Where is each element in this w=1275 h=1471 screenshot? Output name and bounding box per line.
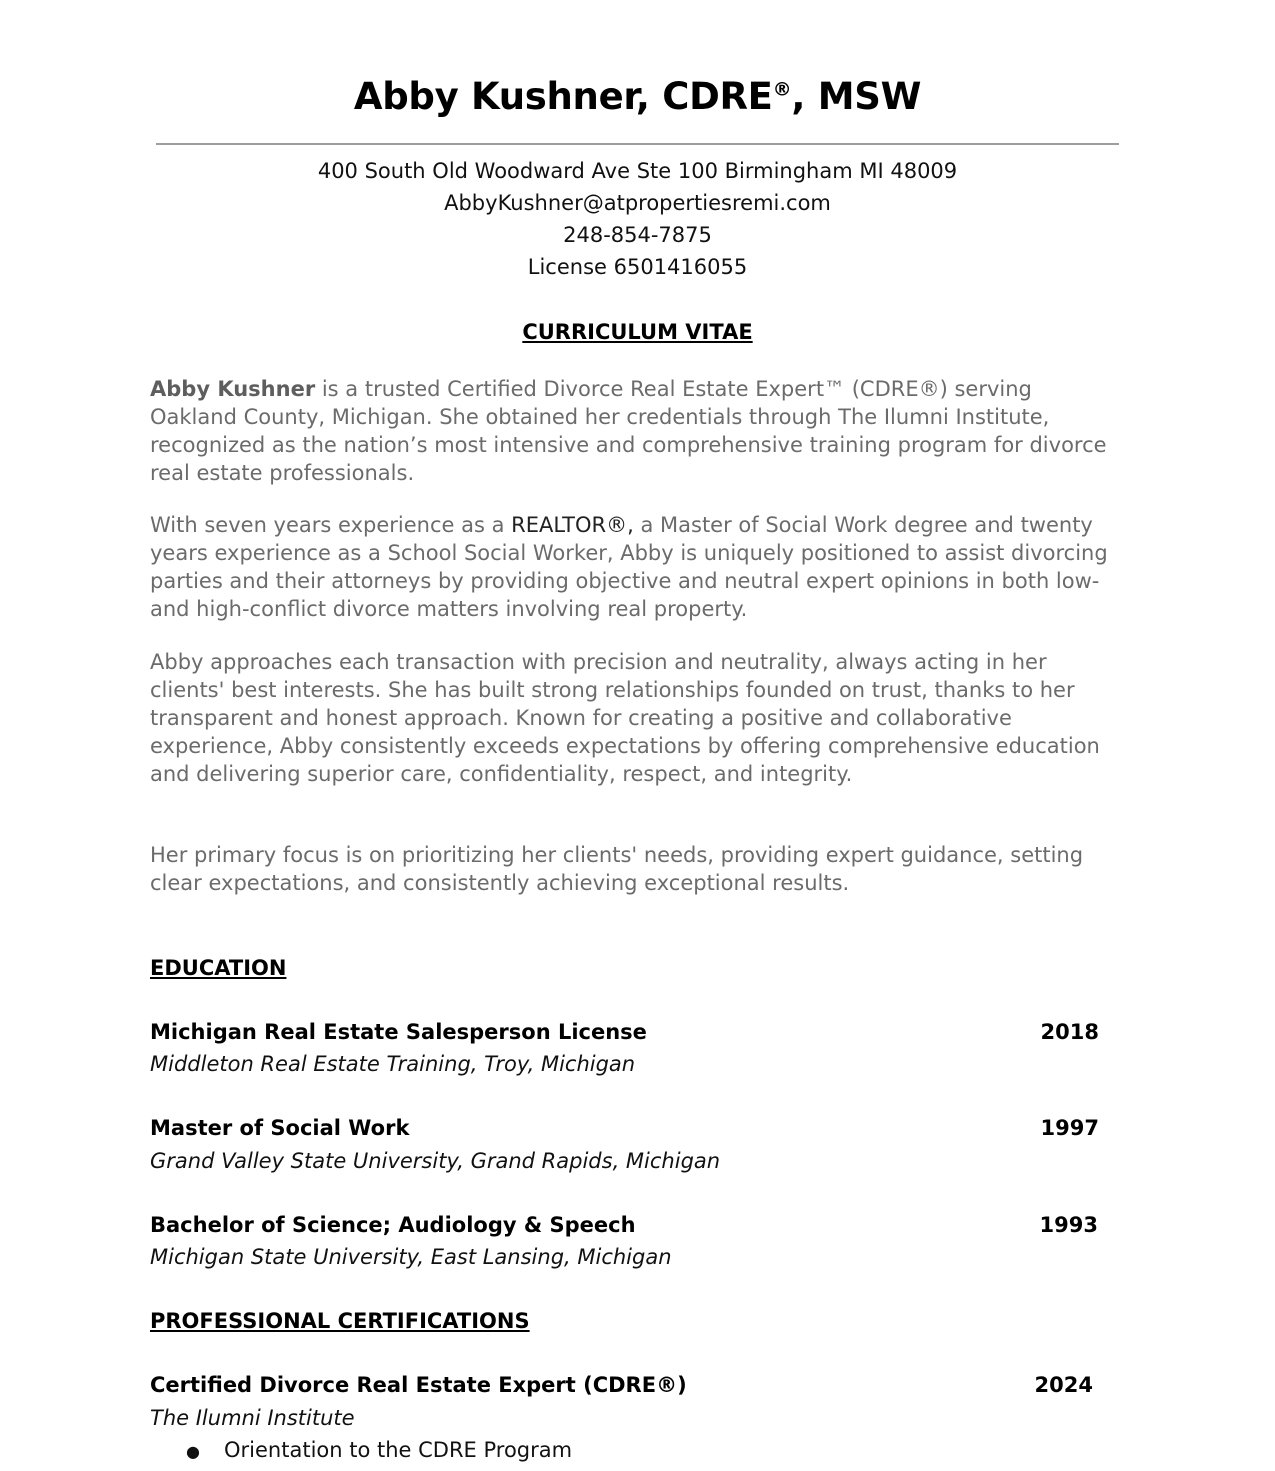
certification-year: 2024 (1034, 1373, 1093, 1397)
intro-paragraph-4: Her primary focus is on prioritizing her clients' needs, providing expert guidance, setting clear expectations, and consistently achieving exceptional results. (150, 843, 1084, 895)
education-title: Michigan Real Estate Salesperson License (150, 1020, 647, 1044)
education-institution: Grand Valley State University, Grand Rapids, Michigan (150, 1149, 721, 1173)
education-institution: Middleton Real Estate Training, Troy, Michigan (150, 1052, 636, 1076)
education-title: Bachelor of Science; Audiology & Speech (150, 1213, 636, 1237)
list-item: ● Orientation to the CDRE Program (186, 1434, 572, 1468)
intro-paragraph-3: Abby approaches each transaction with precision and neutrality, always acting in her clients' best interests. She has built strong relationships founded on trust, thanks to her transparent and honest approach. Known for creating a positive and collaborative experience, Abby consistently exceeds expectations by offering comprehensive education and delivering superior care, confidentiality, respect, and integrity. (150, 650, 1100, 786)
education-title: Master of Social Work (150, 1116, 410, 1140)
bullet-icon: ● (186, 1442, 200, 1461)
header-divider (156, 143, 1119, 145)
intro-paragraph-2: With seven years experience as a REALTOR®, a Master of Social Work degree and twenty years experience as a School Social Worker, Abby is uniquely positioned to assist divorcing parties and their attorneys by providing objective and neutral expert opinions in both low- and high-conflict divorce matters involving real property. (150, 513, 1108, 621)
certification-institution: The Ilumni Institute (150, 1406, 355, 1430)
contact-phone: 248-854-7875 (563, 223, 712, 247)
education-year: 1993 (1039, 1213, 1098, 1237)
intro-paragraph-1: Abby Kushner is a trusted Certified Divorce Real Estate Expert™ (CDRE®) serving Oakland County, Michigan. She obtained her credentials through The Ilumni Institute, recognized as the nation’s most intensive and comprehensive training program for divorce real estate professionals. (150, 377, 1107, 485)
certifications-heading: PROFESSIONAL CERTIFICATIONS (150, 1309, 530, 1333)
contact-email: AbbyKushner@atpropertiesremi.com (444, 191, 831, 215)
certification-title: Certified Divorce Real Estate Expert (CDRE®) (150, 1373, 687, 1397)
education-year: 2018 (1040, 1020, 1099, 1044)
contact-address: 400 South Old Woodward Ave Ste 100 Birmingham MI 48009 (317, 159, 958, 183)
person-name: Abby Kushner, CDRE®, MSW (353, 75, 922, 118)
education-year: 1997 (1040, 1116, 1099, 1140)
cv-heading: CURRICULUM VITAE (522, 320, 753, 344)
registered-mark: ® (772, 78, 792, 101)
contact-license: License 6501416055 (527, 255, 748, 279)
education-institution: Michigan State University, East Lansing, Michigan (150, 1245, 672, 1269)
education-heading: EDUCATION (150, 956, 287, 980)
